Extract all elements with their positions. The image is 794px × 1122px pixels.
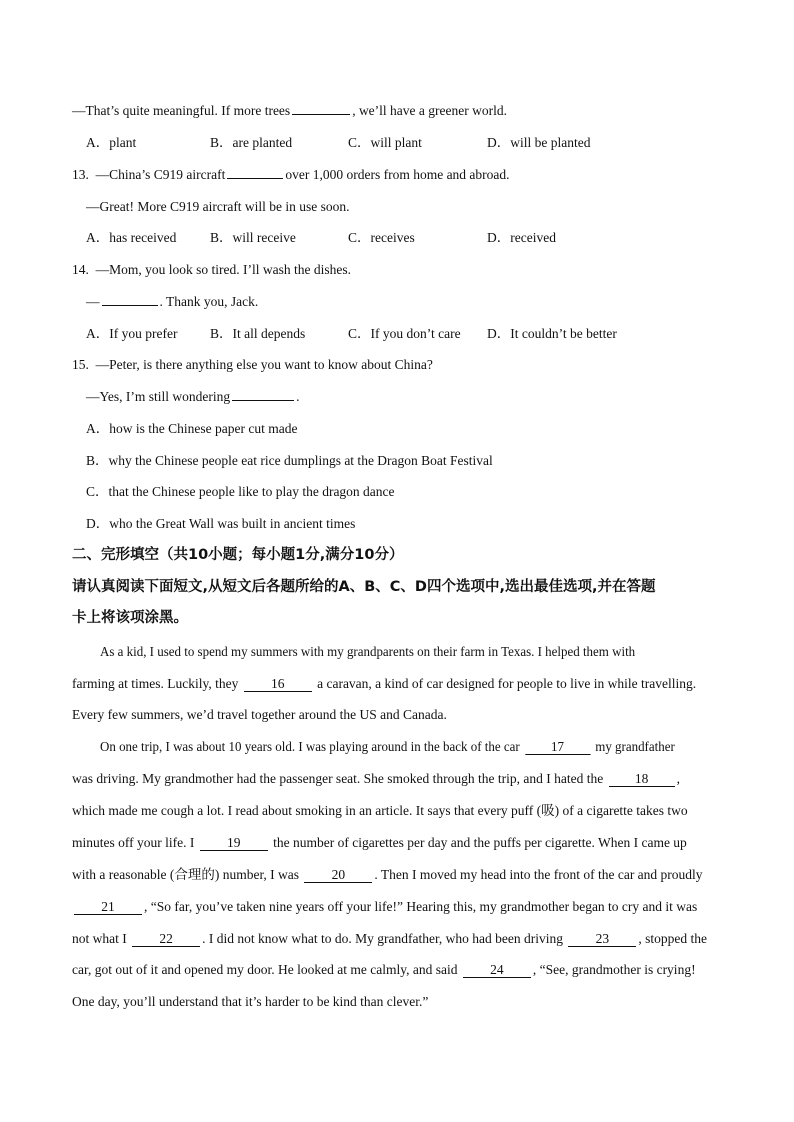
question-number: 14. bbox=[72, 262, 89, 277]
passage-p2-line9: One day, you’ll understand that it’s harder to be kind than clever.” bbox=[72, 994, 429, 1009]
q12-option-c[interactable]: C．will plant bbox=[348, 135, 422, 150]
blank-23[interactable]: 23 bbox=[568, 931, 636, 947]
passage-p1-line1: As a kid, I used to spend my summers with my grandparents on their farm in Texas. I helped them with bbox=[100, 644, 636, 659]
text: a caravan, a kind of car designed for people to live in while travelling. bbox=[317, 676, 697, 691]
blank-21[interactable]: 21 bbox=[74, 899, 142, 915]
answer-blank[interactable] bbox=[292, 114, 350, 115]
q13-dialog-a bbox=[72, 166, 510, 184]
q13-option-d[interactable]: D．received bbox=[487, 230, 556, 245]
q15-option-c[interactable]: C．that the Chinese people like to play the dragon dance bbox=[86, 484, 395, 499]
text: car, got out of it and opened my door. He looked at me calmly, and said bbox=[72, 962, 458, 977]
blank-20[interactable]: 20 bbox=[304, 867, 372, 883]
passage-p2-line2 bbox=[72, 770, 722, 788]
q13-dialog-b: —Great! More C919 aircraft will be in use soon. bbox=[86, 199, 350, 214]
text: not what I bbox=[72, 931, 127, 946]
answer-blank[interactable] bbox=[232, 400, 294, 401]
answer-blank[interactable] bbox=[227, 178, 283, 179]
section-instruction-line2: 卡上将该项涂黑。 bbox=[72, 610, 188, 626]
text: over 1,000 orders from home and abroad. bbox=[285, 167, 510, 182]
text: . I did not know what to do. My grandfather, who had been driving bbox=[202, 931, 564, 946]
q12-option-a[interactable]: A．plant bbox=[86, 135, 137, 150]
text: . Thank you, Jack. bbox=[159, 294, 259, 309]
passage-p1-line3: Every few summers, we’d travel together around the US and Canada. bbox=[72, 707, 447, 722]
q14-option-d[interactable]: D．It couldn’t be better bbox=[487, 326, 617, 341]
passage-p2-line8 bbox=[72, 961, 722, 979]
blank-22[interactable]: 22 bbox=[132, 931, 200, 947]
q12-option-b[interactable]: B．are planted bbox=[210, 135, 293, 150]
q14-option-a[interactable]: A．If you prefer bbox=[86, 326, 178, 341]
text: the number of cigarettes per day and the puffs per cigarette. When I came up bbox=[273, 835, 687, 850]
text: On one trip, I was about 10 years old. I was playing around in the back of the car bbox=[100, 739, 520, 754]
passage-p2-line6 bbox=[72, 898, 722, 916]
text: —Yes, I’m still wondering bbox=[86, 389, 231, 404]
text: farming at times. Luckily, they bbox=[72, 676, 239, 691]
passage-p2-line5 bbox=[72, 866, 722, 884]
q14-dialog-b bbox=[86, 293, 258, 311]
q14-dialog-a bbox=[72, 261, 351, 279]
text: . Then I moved my head into the front of the car and proudly bbox=[374, 867, 703, 882]
text: with a reasonable (合理的) number, I was bbox=[72, 867, 300, 882]
text: , “So far, you’ve taken nine years off your life!” Hearing this, my grandmother began to cry and it was bbox=[144, 899, 698, 914]
text: —China’s C919 aircraft bbox=[95, 167, 226, 182]
blank-24[interactable]: 24 bbox=[463, 962, 531, 978]
blank-19[interactable]: 19 bbox=[200, 835, 268, 851]
text: was driving. My grandmother had the passenger seat. She smoked through the trip, and I hated the bbox=[72, 771, 604, 786]
text: —That’s quite meaningful. If more trees bbox=[72, 103, 291, 118]
q13-option-b[interactable]: B．will receive bbox=[210, 230, 296, 245]
q14-option-b[interactable]: B．It all depends bbox=[210, 326, 306, 341]
q15-option-b[interactable]: B．why the Chinese people eat rice dumplings at the Dragon Boat Festival bbox=[86, 453, 493, 468]
passage-p2-line7 bbox=[72, 930, 722, 948]
text: , stopped the bbox=[638, 931, 708, 946]
q15-option-d[interactable]: D．who the Great Wall was built in ancient times bbox=[86, 516, 356, 531]
text: . bbox=[296, 389, 300, 404]
q13-option-c[interactable]: C．receives bbox=[348, 230, 415, 245]
passage-p1-line2 bbox=[72, 675, 722, 693]
answer-blank[interactable] bbox=[102, 305, 158, 306]
passage-p2-line1 bbox=[100, 738, 724, 756]
blank-18[interactable]: 18 bbox=[609, 771, 675, 787]
question-number: 15. bbox=[72, 357, 89, 372]
q15-dialog-b bbox=[86, 388, 300, 406]
section-instruction-line1: 请认真阅读下面短文,从短文后各题所给的A、B、C、D四个选项中,选出最佳选项,并在答题 bbox=[72, 579, 656, 595]
q15-option-a[interactable]: A．how is the Chinese paper cut made bbox=[86, 421, 298, 436]
text: —Mom, you look so tired. I’ll wash the dishes. bbox=[95, 262, 351, 277]
text: , we’ll have a greener world. bbox=[352, 103, 507, 118]
q12-option-d[interactable]: D．will be planted bbox=[487, 135, 591, 150]
q12-dialog-b bbox=[72, 102, 507, 120]
text: , “See, grandmother is crying! bbox=[532, 962, 696, 977]
q13-option-a[interactable]: A．has received bbox=[86, 230, 177, 245]
text: —Peter, is there anything else you want to know about China? bbox=[95, 357, 433, 372]
q15-dialog-a bbox=[72, 356, 433, 374]
blank-16[interactable]: 16 bbox=[244, 676, 312, 692]
text: , bbox=[676, 771, 680, 786]
text: — bbox=[86, 294, 100, 309]
section-title: 二、完形填空（共10小题；每小题1分,满分10分） bbox=[72, 547, 404, 563]
q14-option-c[interactable]: C．If you don’t care bbox=[348, 326, 461, 341]
text: minutes off your life. I bbox=[72, 835, 195, 850]
passage-p2-line4 bbox=[72, 834, 722, 852]
blank-17[interactable]: 17 bbox=[525, 739, 590, 755]
question-number: 13. bbox=[72, 167, 89, 182]
passage-p2-line3: which made me cough a lot. I read about smoking in an article. It says that every puff (吸) of a cigarette takes two bbox=[72, 803, 688, 818]
text: my grandfather bbox=[595, 739, 675, 754]
